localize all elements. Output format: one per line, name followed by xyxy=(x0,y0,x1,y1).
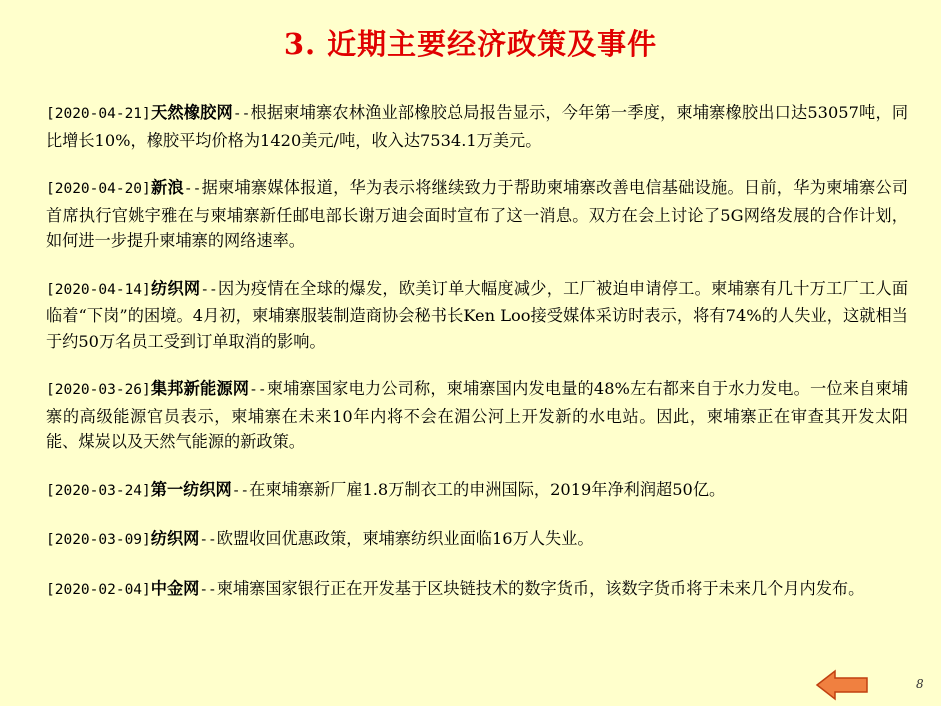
news-separator: -- xyxy=(231,482,250,499)
news-text: 柬埔寨国家电力公司称，柬埔寨国内发电量的48%左右都来自于水力发电。一位来自柬埔寨的高级能源官员表示，柬埔寨在未来10年内将不会在湄公河上开发新的水电站。因此，柬埔寨正在审查其开发太阳能、煤炭以及天然气能源的新政策。 xyxy=(46,379,908,451)
news-item xyxy=(46,477,908,505)
news-list xyxy=(46,100,908,625)
news-date: [2020-04-14] xyxy=(46,281,151,298)
news-item xyxy=(46,376,908,455)
news-source: 集邦新能源网 xyxy=(150,379,250,398)
back-button[interactable] xyxy=(815,668,869,702)
page-number: 8 xyxy=(916,677,924,691)
news-source: 中金网 xyxy=(150,578,200,598)
news-source: 纺织网 xyxy=(150,529,200,548)
news-text: 因为疫情在全球的爆发，欧美订单大幅度减少，工厂被迫申请停工。柬埔寨有几十万工厂工人面临着“下岗”的困境。4月初，柬埔寨服装制造商协会秘书长Ken Loo接受媒体采访时表示，将有74%的人失业，这就相当于约50万名员工受到订单取消的影响。 xyxy=(46,278,909,351)
news-text: 据柬埔寨媒体报道，华为表示将继续致力于帮助柬埔寨改善电信基础设施。日前，华为柬埔寨公司首席执行官姚宇雅在与柬埔寨新任邮电部长谢万迪会面时宣布了这一消息。双方在会上讨论了5G网络发展的合作计划，如何进一步提升柬埔寨的网络速率。 xyxy=(46,178,909,250)
news-separator: -- xyxy=(249,382,267,398)
news-separator: -- xyxy=(200,281,218,298)
news-item xyxy=(46,100,908,153)
news-text: 柬埔寨国家银行正在开发基于区块链技术的数字货币，该数字货币将于未来几个月内发布。 xyxy=(216,578,865,598)
news-source: 新浪 xyxy=(150,178,184,197)
news-item xyxy=(46,175,908,254)
news-source: 第一纺织网 xyxy=(150,479,232,499)
news-text: 欧盟收回优惠政策，柬埔寨纺织业面临16万人失业。 xyxy=(216,529,594,548)
news-date: [2020-03-26] xyxy=(46,382,151,398)
news-date: [2020-02-04] xyxy=(46,581,151,598)
news-date: [2020-04-20] xyxy=(46,181,151,197)
news-separator: -- xyxy=(199,581,217,598)
left-arrow-icon xyxy=(815,668,869,702)
news-source: 纺织网 xyxy=(150,278,201,298)
news-text: 在柬埔寨新厂雇1.8万制衣工的申洲国际，2019年净利润超50亿。 xyxy=(249,479,726,499)
news-separator: -- xyxy=(232,106,251,122)
news-date: [2020-04-21] xyxy=(46,106,151,122)
news-item xyxy=(46,526,908,554)
news-source: 天然橡胶网 xyxy=(150,103,233,122)
news-separator: -- xyxy=(199,532,217,548)
page-title: 3. 近期主要经济政策及事件 xyxy=(283,27,658,61)
news-separator: -- xyxy=(183,181,202,197)
news-date: [2020-03-24] xyxy=(46,482,151,499)
news-item xyxy=(46,276,908,355)
news-date: [2020-03-09] xyxy=(46,532,151,548)
news-item xyxy=(46,576,908,604)
news-text: 根据柬埔寨农林渔业部橡胶总局报告显示，今年第一季度，柬埔寨橡胶出口达53057吨，同比增长10%，橡胶平均价格为1420美元/吨，收入达7534.1万美元。 xyxy=(46,103,909,150)
